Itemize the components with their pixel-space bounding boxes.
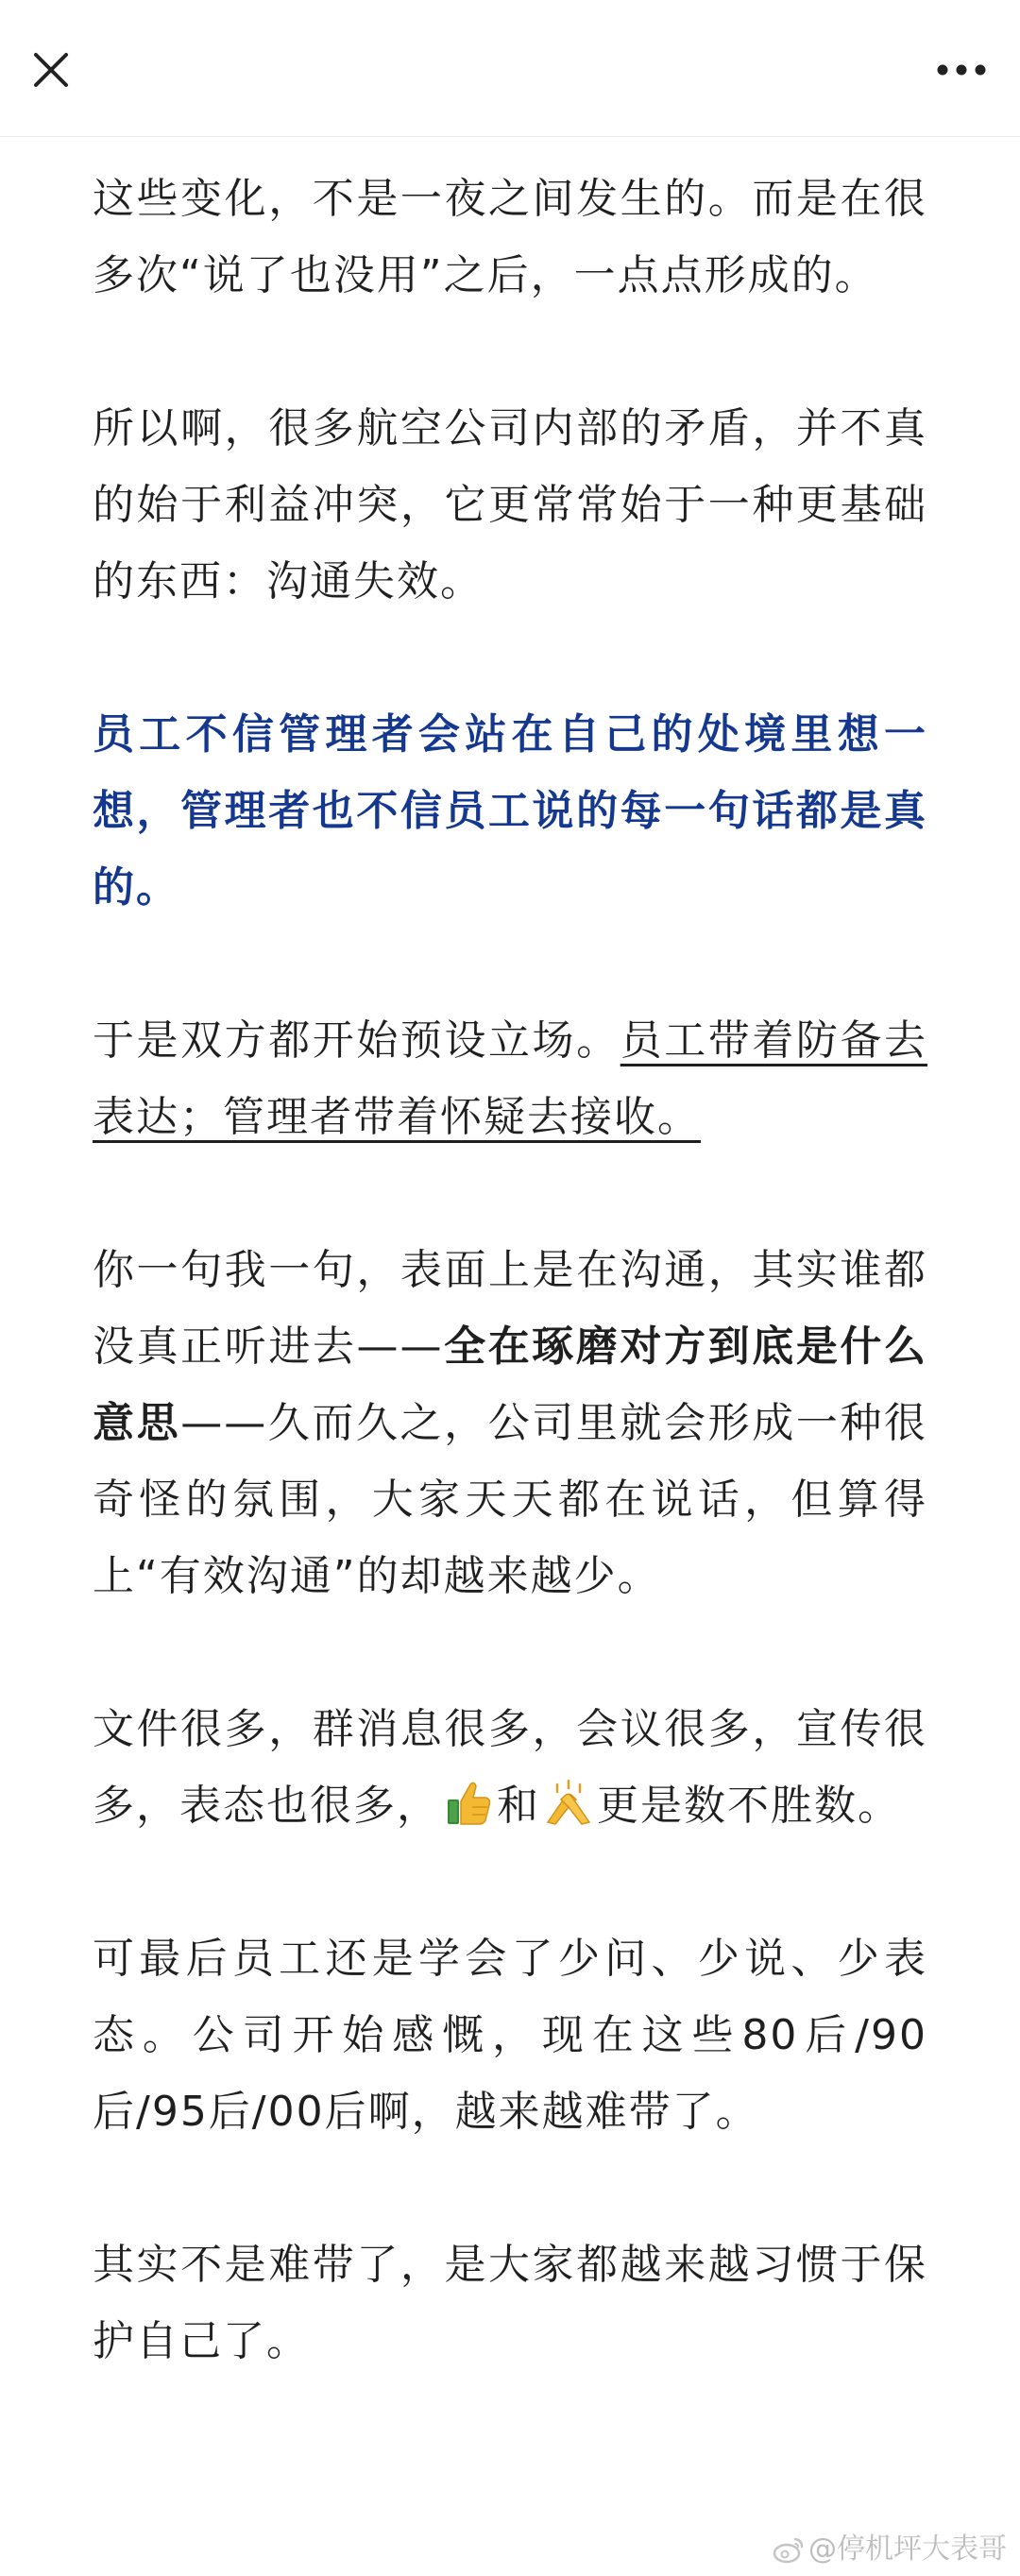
- close-icon: [21, 40, 81, 100]
- paragraph-6-text-c: 更是数不胜数。: [597, 1782, 901, 1830]
- watermark: [773, 2525, 1007, 2567]
- underlined-text: 员工带着防备去表达；管理者带着怀疑去接收。: [93, 1016, 928, 1141]
- paragraph-6-text-a: 文件很多，群消息很多，会议很多，宣传很多，表态也很多，: [93, 1705, 927, 1830]
- paragraph-7: 可最后员工还是学会了少问、少说、少表态。公司开始感慨，现在这些80后/90后/95后/00后啊，越来越难带了。: [93, 1935, 927, 2136]
- paragraph-1: 这些变化，不是一夜之间发生的。而是在很多次“说了也没用”之后，一点点形成的。: [93, 175, 927, 299]
- article-body: [93, 161, 927, 2456]
- paragraph-4-text: 于是双方都开始预设立场。: [93, 1016, 620, 1065]
- top-bar: [0, 0, 1020, 137]
- more-dots-icon: [924, 40, 999, 100]
- watermark-text: @停机坪大表哥: [808, 2533, 1007, 2566]
- paragraph-5-text-a: 你一句我一句，表面上是在沟通，其实谁都没真正听进去——: [93, 1246, 927, 1371]
- paragraph-6: [93, 1691, 927, 1844]
- close-button[interactable]: [21, 40, 81, 100]
- paragraph-5-text-c: ——久而久之，公司里就会形成一种很奇怪的氛围，大家天天都在说话，但算得上“有效沟通”的却越来越少。: [93, 1399, 928, 1600]
- thumbs-up-emoji: [444, 1779, 493, 1828]
- paragraph-5: [93, 1232, 927, 1614]
- ok-hand-emoji: [544, 1779, 593, 1828]
- bold-text: 全在琢磨对方到底是什么意思: [93, 1322, 928, 1447]
- highlight-paragraph: 员工不信管理者会站在自己的处境里想一想，管理者也不信员工说的每一句话都是真的。: [93, 710, 927, 912]
- more-button[interactable]: [924, 40, 999, 100]
- paragraph-2: 所以啊，很多航空公司内部的矛盾，并不真的始于利益冲突，它更常常始于一种更基础的东西：沟通失效。: [93, 404, 927, 606]
- weibo-icon: [773, 2535, 805, 2564]
- paragraph-4: [93, 1002, 927, 1155]
- paragraph-6-text-b: 和: [497, 1782, 540, 1830]
- paragraph-8: 其实不是难带了，是大家都越来越习惯于保护自己了。: [93, 2241, 927, 2365]
